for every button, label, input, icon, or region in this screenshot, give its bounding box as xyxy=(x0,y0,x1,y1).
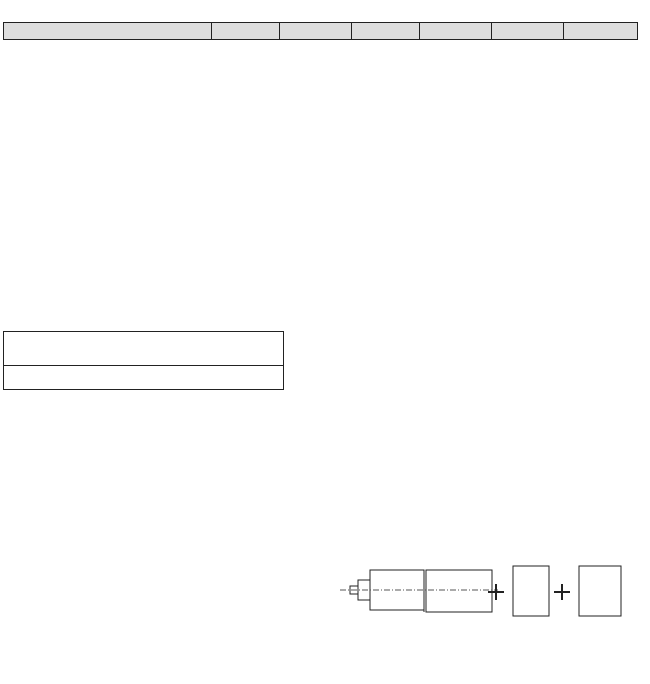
encoder-body xyxy=(579,566,621,616)
motor-characteristics-chart xyxy=(340,345,640,535)
assembly-diagram xyxy=(340,560,650,684)
empty-header xyxy=(492,23,564,40)
table-header-row xyxy=(4,23,638,40)
empty-header xyxy=(420,23,492,40)
brake-body xyxy=(513,566,549,616)
model-header xyxy=(280,23,352,40)
motor-values-table xyxy=(3,22,638,40)
part-number-header xyxy=(4,23,212,40)
model-header xyxy=(212,23,280,40)
spec-row-winding xyxy=(4,366,284,390)
model-header xyxy=(352,23,420,40)
empty-header xyxy=(564,23,638,40)
motor-body xyxy=(426,570,492,612)
spec-winding-temperature xyxy=(4,366,284,390)
spec-row-temperature xyxy=(4,332,284,366)
specifications-table xyxy=(3,331,284,390)
